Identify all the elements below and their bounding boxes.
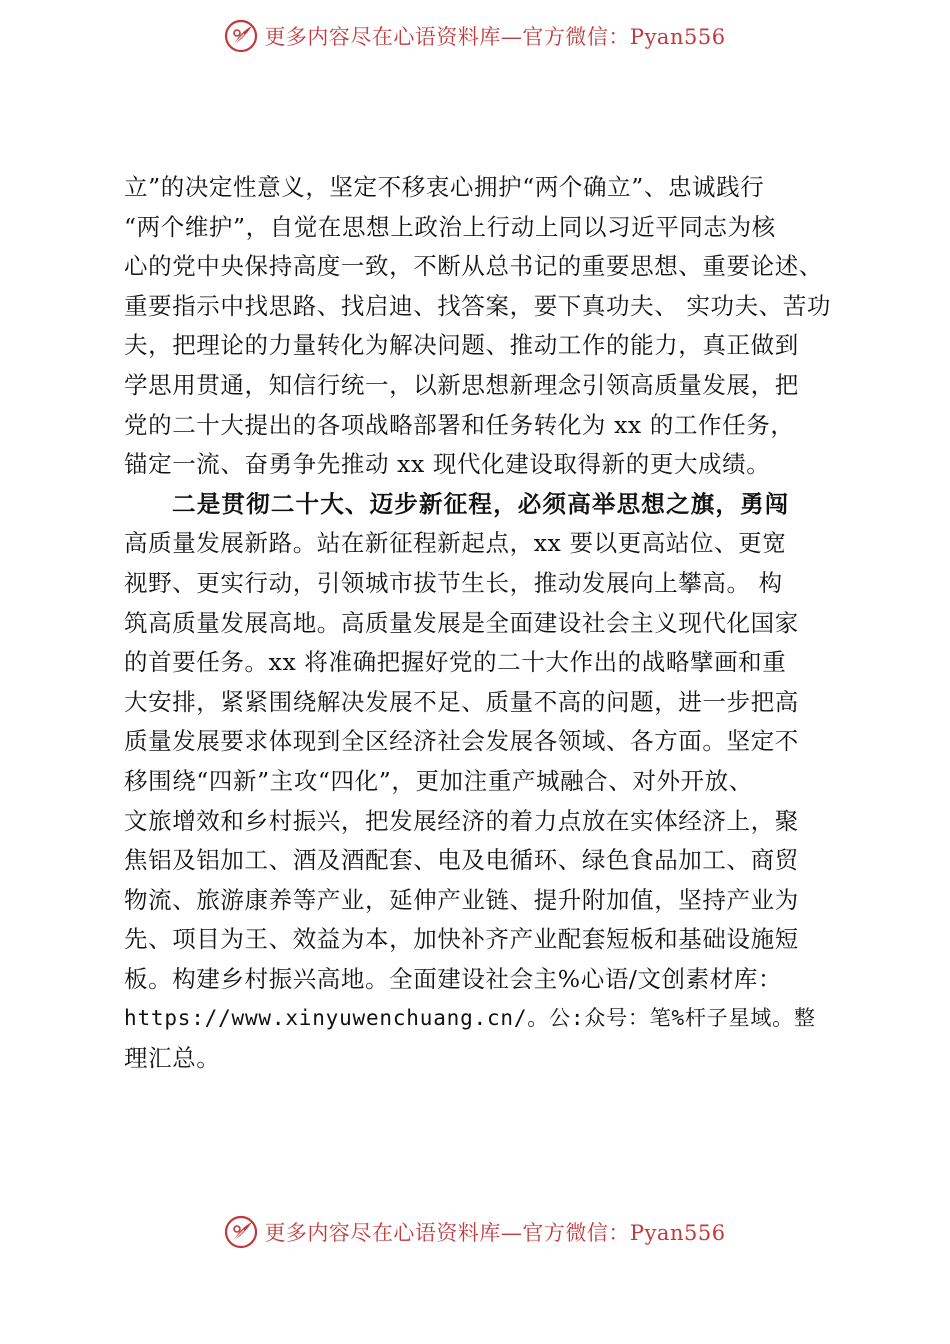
body-line: 心的党中央保持高度一致，不断从总书记的重要思想、重要论述、 [124, 252, 823, 281]
body-line: 大安排，紧紧围绕解决发展不足、质量不高的问题，进一步把高 [124, 687, 799, 716]
body-line: 视野、更实行动，引领城市拔节生长，推动发展向上攀高。 构 [124, 568, 783, 597]
body-line: 学思用贯通，知信行统一，以新思想新理念引领高质量发展，把 [124, 370, 799, 399]
body-line: 板。构建乡村振兴高地。全面建设社会主%心语/文创素材库： [124, 964, 783, 993]
body-line: 重要指示中找思路、找启迪、找答案，要下真功夫、 实功夫、苦功 [124, 291, 831, 320]
footer-banner-text: 更多内容尽在心语资料库—官方微信：Pyan556 [264, 1221, 726, 1245]
header-banner [0, 16, 950, 56]
document-body [124, 168, 844, 1079]
body-line: 先、项目为王、效益为本，加快补齐产业配套短板和基础设施短 [124, 925, 799, 954]
url-line: https://www.xinyuwenchuang.cn/。公:众号：笔%杆子星域。整 [124, 1006, 816, 1031]
footer-banner [0, 1212, 950, 1252]
quill-logo-icon [224, 1215, 258, 1249]
header-banner-text: 更多内容尽在心语资料库—官方微信：Pyan556 [264, 25, 726, 49]
body-line: 锚定一流、奋勇争先推动 xx 现代化建设取得新的更大成绩。 [124, 450, 771, 479]
body-line: 党的二十大提出的各项战略部署和任务转化为 xx 的工作任务， [124, 410, 795, 439]
body-line: 焦铝及铝加工、酒及酒配套、电及电循环、绿色食品加工、商贸 [124, 846, 799, 875]
body-line: 夫，把理论的力量转化为解决问题、推动工作的能力，真正做到 [124, 331, 799, 360]
body-line: 移围绕“四新”主攻“四化”，更加注重产城融合、对外开放、 [124, 766, 753, 795]
body-line: 高质量发展新路。站在新征程新起点，xx 要以更高站位、更宽 [124, 529, 787, 558]
body-line: 筑高质量发展高地。高质量发展是全面建设社会主义现代化国家 [124, 608, 799, 637]
body-line: 文旅增效和乡村振兴，把发展经济的着力点放在实体经济上，聚 [124, 806, 799, 835]
body-line: 立”的决定性意义，坚定不移衷心拥护“两个确立”、忠诚践行 [124, 173, 765, 201]
body-line: 的首要任务。xx 将准确把握好党的二十大作出的战略擘画和重 [124, 648, 787, 677]
body-line: 质量发展要求体现到全区经济社会发展各领域、各方面。坚定不 [124, 727, 799, 756]
quill-logo-icon [224, 19, 258, 53]
body-line: 物流、旅游康养等产业，延伸产业链、提升附加值，坚持产业为 [124, 885, 799, 914]
body-line: 理汇总。 [124, 1044, 221, 1073]
body-line: “两个维护”，自觉在思想上政治上行动上同以习近平同志为核 [124, 212, 776, 241]
section-heading: 二是贯彻二十大、迈步新征程，必须高举思想之旗，勇闯 [172, 489, 790, 518]
